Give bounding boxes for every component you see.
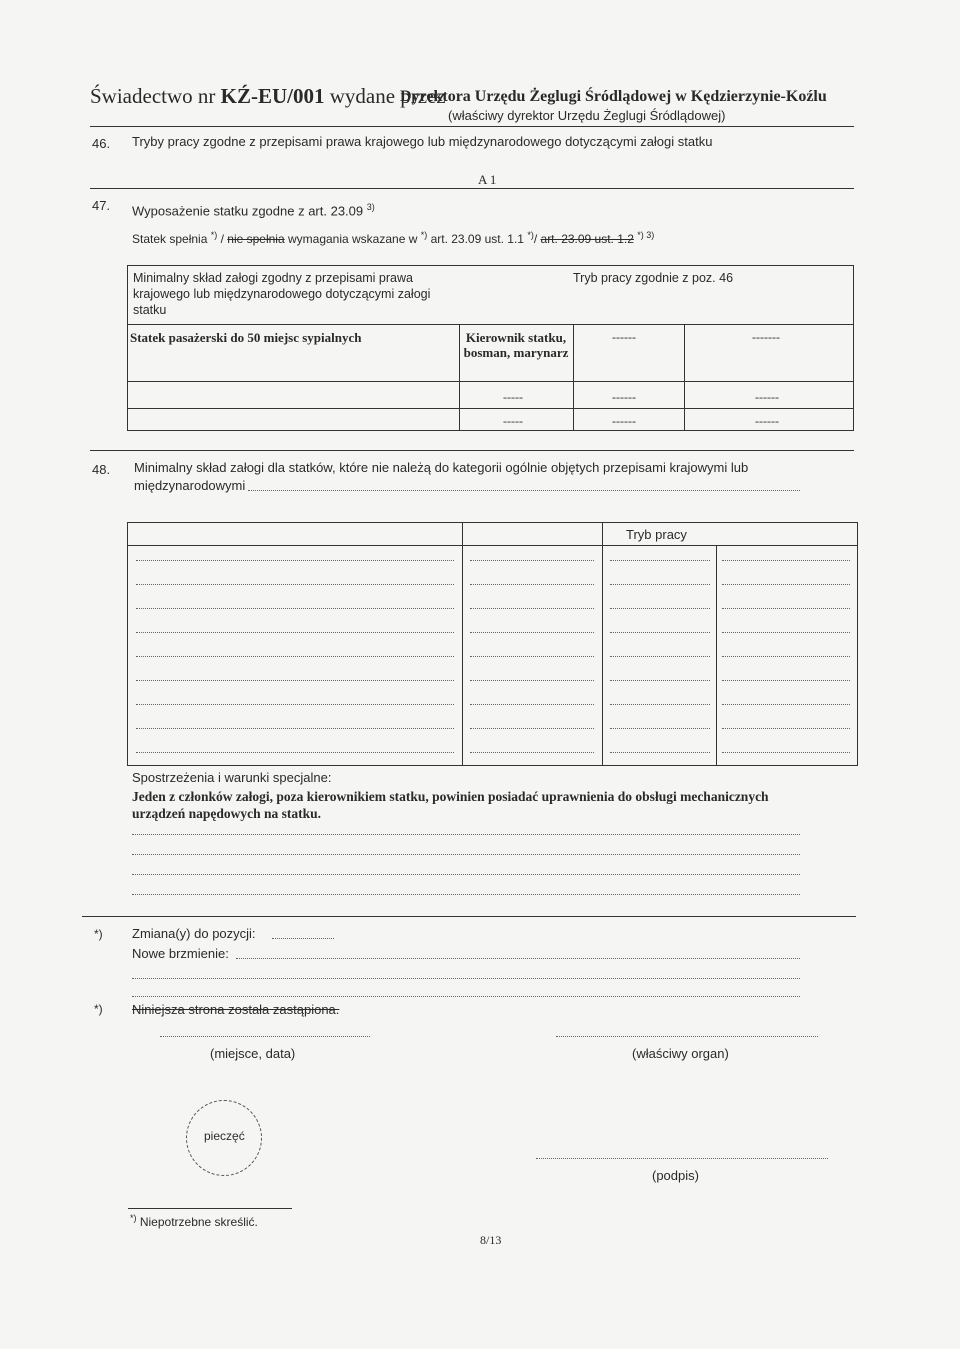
dots [722,608,850,609]
dots [470,632,594,633]
dots [722,752,850,753]
crew-table-head-bottom [127,324,854,325]
s47-struck-2: art. 23.09 ust. 1.2 [540,232,634,246]
dots [722,632,850,633]
dots [470,752,594,753]
s46-number: 46. [92,136,111,151]
dots [136,560,454,561]
s48-number: 48. [92,462,111,477]
s48-table-col2 [462,522,463,765]
s47-slash: / [220,232,224,246]
dots [470,584,594,585]
dots [722,584,850,585]
dots [470,680,594,681]
dots [470,704,594,705]
remarks-line-1: Jeden z członków załogi, poza kierownikiem statku, powinien posiadać uprawnienia do obsługi mechanicznych [132,789,769,804]
signature-label: (podpis) [652,1168,699,1183]
dots [610,680,710,681]
certificate-number: KŹ-EU/001 [220,84,325,108]
crew-table-col2 [459,324,460,430]
s48-table-col4 [716,545,717,765]
crew-table-row1-label: Statek pasażerski do 50 miejsc sypialnych [130,330,362,345]
dots [610,584,710,585]
crew-table-row2-dash-c: ------ [755,390,779,404]
s47-line-b: wymagania wskazane w [287,232,418,246]
crew-table-row1-dash-a: ------ [612,330,636,344]
s47-line-a: Statek spełnia [132,232,208,246]
s48-table-left [127,522,128,765]
remarks-line-2: urządzeń napędowych na statku. [132,806,322,821]
s47-title-text: Wyposażenie statku zgodne z art. 23.09 [132,203,364,219]
stamp-label: pieczęć [204,1129,245,1143]
s47-struck-1: nie spełnia [227,232,285,246]
dots [722,704,850,705]
s46-value: A 1 [478,172,497,187]
remarks-dots-2 [132,854,800,855]
dots [610,560,710,561]
s48-text-1: Minimalny skład załogi dla statków, które nie należą do kategorii ogólnie objętych przepisami krajowymi lub [134,460,749,475]
crew-table-row3-dash-b: ------ [612,414,636,428]
dots [610,632,710,633]
issuing-authority-subtitle: (właściwy dyrektor Urzędu Żeglugi Śródlądowej) [448,108,726,123]
dots [610,728,710,729]
crew-table-left [127,265,128,430]
dots [136,704,454,705]
place-date-label: (miejsce, data) [210,1046,296,1061]
crew-table-row3-dash-c: ------ [755,414,779,428]
dots [610,752,710,753]
footnote [130,1213,258,1229]
remarks-dots-3 [132,874,800,875]
organ-label: (właściwy organ) [632,1046,729,1061]
s48-text-dots [248,490,800,491]
s48-table-header: Tryb pracy [626,527,687,542]
dots [136,680,454,681]
dots [610,704,710,705]
crew-table-head-left: Minimalny skład załogi zgodny z przepisami prawa krajowego lub międzynarodowego dotyczącymi załogi statku [133,271,431,317]
crew-table-row3-dash-a: ----- [503,414,523,428]
s48-top-rule [90,450,854,451]
remarks-dots-4 [132,894,800,895]
crew-table-row2-dash-a: ----- [503,390,523,404]
crew-table-row1-crew: Kierownik statku, bosman, marynarz [463,330,569,360]
dots [136,728,454,729]
crew-table-col3 [573,324,574,430]
certificate-title [90,84,446,109]
signature-dots [536,1158,828,1159]
title-prefix: Świadectwo nr [90,84,216,108]
crew-table-row2-bottom [127,408,854,409]
s46-value-rule [90,188,854,189]
dots [136,584,454,585]
new-wording-label: Nowe brzmienie: [132,946,229,961]
changes-top-rule [82,916,856,917]
dots [136,656,454,657]
s47-line-c: art. 23.09 ust. 1.1 [430,232,524,246]
dots [136,752,454,753]
new-wording-dots-3 [132,996,800,997]
s48-table-right [857,522,858,765]
footnote-star: *) [130,1213,137,1223]
footnote-rule [128,1208,292,1209]
s48-text-2: międzynarodowymi [134,478,246,493]
s47-sup-star-2: *) [420,230,428,240]
place-date-dots [160,1036,370,1037]
s48-table-head-bottom [127,545,858,546]
changes-label: Zmiana(y) do pozycji: [132,926,256,941]
crew-table-bottom [127,430,854,431]
organ-dots [556,1036,818,1037]
s47-sup-star: *) [210,230,218,240]
new-wording-dots-2 [132,978,800,979]
crew-table-row1-dash-b: ------- [752,330,780,344]
s47-number: 47. [92,198,111,213]
s47-title-footnote: 3) [366,202,375,212]
dots [722,656,850,657]
crew-table-row2-dash-b: ------ [612,390,636,404]
s47-line-d: / [533,232,538,246]
s48-table-top [127,522,858,523]
dots [610,608,710,609]
remarks-label: Spostrzeżenia i warunki specjalne: [132,770,332,785]
s47-title [132,202,375,218]
dots [470,728,594,729]
dots [722,560,850,561]
dots [136,608,454,609]
changes-label-dots [272,938,334,939]
crew-table-right [853,265,854,430]
dots [470,608,594,609]
s46-text: Tryby pracy zgodne z przepisami prawa krajowego lub międzynarodowego dotyczącymi załogi statku [132,134,713,149]
dots [136,632,454,633]
s47-sup-star-3: *) [527,230,534,240]
dots [470,656,594,657]
s48-table-col3 [602,522,603,765]
top-rule [90,126,854,127]
footnote-text: Niepotrzebne skreślić. [139,1215,258,1229]
s48-table-bottom [127,765,858,766]
dots [470,560,594,561]
dots [722,680,850,681]
dots [610,656,710,657]
s47-end-sup: *) 3) [637,230,655,240]
page-number: 8/13 [480,1233,502,1247]
new-wording-dots [236,958,800,959]
dots [722,728,850,729]
s47-compliance-line [132,230,654,246]
crew-table-row1-bottom [127,381,854,382]
changes-star-1: *) [94,927,103,941]
issuing-authority: Dyrektora Urzędu Żeglugi Śródlądowej w Kędzierzynie-Koźlu [400,88,827,105]
page-replaced-text: Niniejsza strona została zastąpiona. [132,1002,340,1017]
remarks-dots-1 [132,834,800,835]
crew-table-col4 [684,324,685,430]
crew-table-top [127,265,854,266]
title-issued: wydane przez [329,84,446,108]
crew-table-head-right: Tryb pracy zgodnie z poz. 46 [573,271,734,285]
changes-star-2: *) [94,1002,103,1016]
